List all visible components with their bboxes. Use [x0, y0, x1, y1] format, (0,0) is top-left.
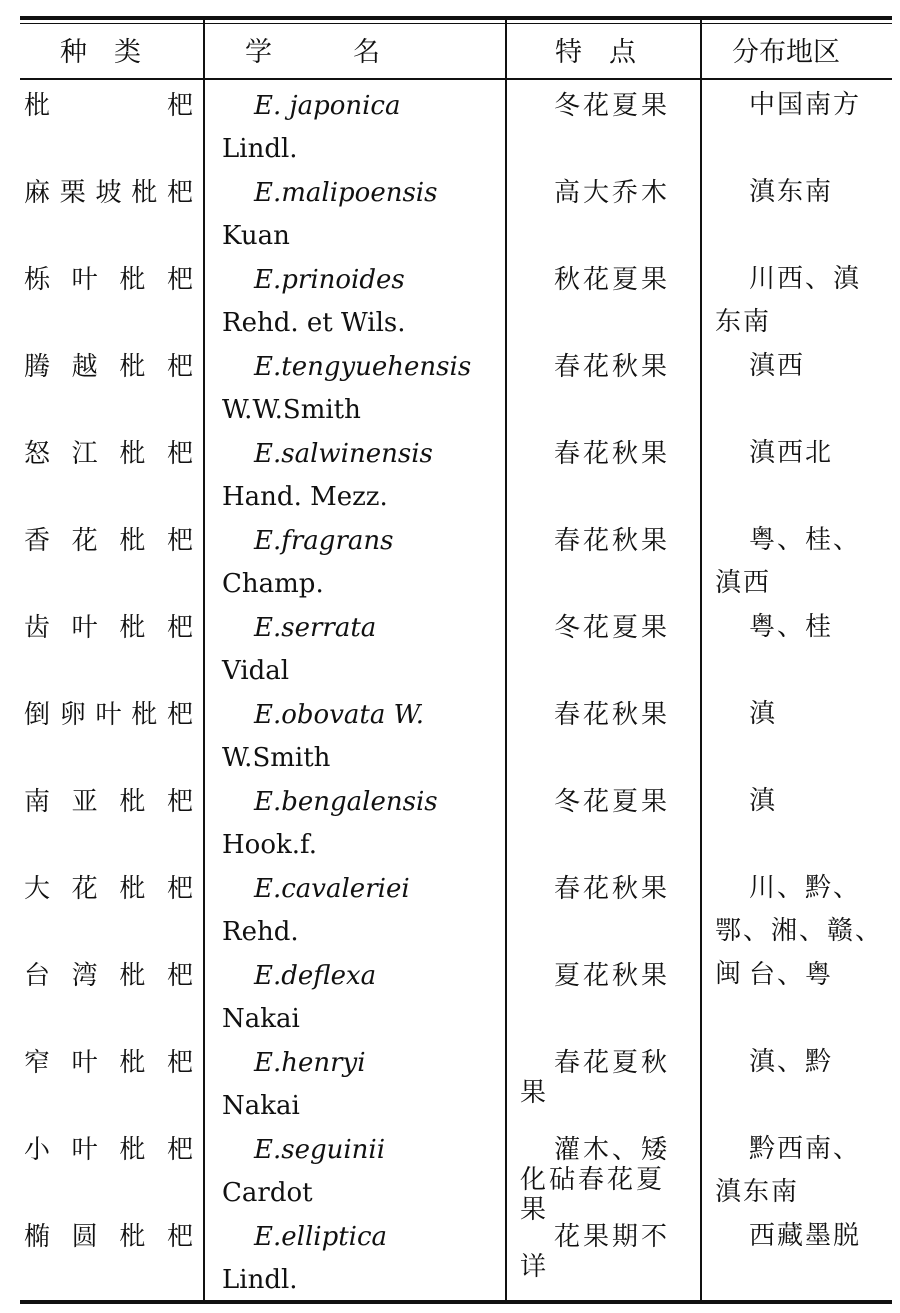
- header-scientific-name: 学 名: [245, 36, 380, 68]
- species-name: 香花枇杷: [24, 526, 194, 556]
- species-name: 麻栗坡枇杷: [24, 178, 194, 208]
- distribution-cell: 滇、黔: [749, 1047, 834, 1077]
- latin-name: E.deflexa: [254, 961, 377, 991]
- feature-cell: 春花夏秋果: [520, 1048, 671, 1108]
- species-name: 南亚枇杷: [24, 787, 194, 817]
- author-name: Cardot: [222, 1178, 313, 1208]
- latin-name: E.bengalensis: [254, 787, 438, 817]
- latin-name: E.seguinii: [254, 1135, 386, 1165]
- table-row: [0, 952, 900, 1039]
- bottom-rule: [20, 1300, 892, 1304]
- distribution-cell: 滇: [749, 699, 778, 729]
- table-row: [0, 1213, 900, 1300]
- table-row: [0, 1039, 900, 1126]
- author-name: Vidal: [222, 656, 290, 686]
- author-name: Lindl.: [222, 1265, 298, 1295]
- species-name: 怒江枇杷: [24, 439, 194, 469]
- table-row: [0, 691, 900, 778]
- author-name: Rehd. et Wils.: [222, 308, 406, 338]
- species-name: 栎叶枇杷: [24, 265, 194, 295]
- latin-name: E.tengyuehensis: [254, 352, 472, 382]
- author-name: Kuan: [222, 221, 290, 251]
- author-name: W.W.Smith: [222, 395, 361, 425]
- species-name: 窄叶枇杷: [24, 1048, 194, 1078]
- distribution-cell: 川西、滇东南: [715, 264, 862, 337]
- feature-cell: 春花秋果: [554, 439, 671, 469]
- table-row: [0, 604, 900, 691]
- latin-name: E.serrata: [254, 613, 377, 643]
- latin-name: E.malipoensis: [254, 178, 438, 208]
- species-name: 大花枇杷: [24, 874, 194, 904]
- feature-cell: 春花秋果: [554, 874, 671, 904]
- distribution-cell: 粤、桂: [749, 612, 834, 642]
- feature-cell: 秋花夏果: [554, 265, 671, 295]
- distribution-cell: 滇西: [749, 351, 806, 381]
- distribution-cell: 西藏墨脱: [749, 1221, 862, 1251]
- species-name: 小叶枇杷: [24, 1135, 194, 1165]
- latin-name: E.fragrans: [254, 526, 394, 556]
- species-name: 椭圆枇杷: [24, 1222, 194, 1252]
- species-name: 台湾枇杷: [24, 961, 194, 991]
- feature-cell: 春花秋果: [554, 700, 671, 730]
- author-name: Rehd.: [222, 917, 299, 947]
- species-name: 腾越枇杷: [24, 352, 194, 382]
- author-name: Nakai: [222, 1004, 300, 1034]
- species-name: 倒卵叶枇杷: [24, 700, 194, 730]
- table-row: [0, 256, 900, 343]
- table-row: [0, 778, 900, 865]
- distribution-cell: 中国南方: [749, 90, 862, 120]
- author-name: Champ.: [222, 569, 324, 599]
- table-row: [0, 343, 900, 430]
- author-name: W.Smith: [222, 743, 331, 773]
- distribution-cell: 台、粤: [749, 960, 834, 990]
- distribution-cell: 滇东南: [749, 177, 834, 207]
- latin-name: E.salwinensis: [254, 439, 433, 469]
- feature-cell: 春花秋果: [554, 352, 671, 382]
- latin-name: E.henryi: [254, 1048, 366, 1078]
- feature-cell: 春花秋果: [554, 526, 671, 556]
- author-name: Hook.f.: [222, 830, 317, 860]
- distribution-cell: 粤、桂、滇西: [715, 525, 862, 598]
- distribution-cell: 川、黔、鄂、湘、赣、闽: [715, 873, 884, 989]
- feature-cell: 灌木、矮化砧春花夏果: [520, 1135, 671, 1225]
- table-row: [0, 82, 900, 169]
- table-row: [0, 517, 900, 604]
- table-row: [0, 169, 900, 256]
- table-row: [0, 1126, 900, 1225]
- latin-name: E.cavaleriei: [254, 874, 410, 904]
- author-name: Nakai: [222, 1091, 300, 1121]
- feature-cell: 高大乔木: [554, 178, 671, 208]
- header-feature: 特 点: [555, 36, 636, 68]
- header-distribution: 分布地区: [732, 36, 840, 68]
- latin-name: E.obovata W.: [254, 700, 425, 730]
- header-species: 种 类: [60, 36, 141, 68]
- author-name: Lindl.: [222, 134, 298, 164]
- species-name: 齿叶枇杷: [24, 613, 194, 643]
- distribution-cell: 黔西南、滇东南: [715, 1134, 862, 1207]
- feature-cell: 冬花夏果: [554, 91, 671, 121]
- table-row: [0, 430, 900, 517]
- latin-name: E.elliptica: [254, 1222, 388, 1252]
- latin-name: E. japonica: [254, 91, 401, 121]
- author-name: Hand. Mezz.: [222, 482, 388, 512]
- feature-cell: 冬花夏果: [554, 613, 671, 643]
- header-rule: [20, 78, 892, 80]
- feature-cell: 冬花夏果: [554, 787, 671, 817]
- distribution-cell: 滇: [749, 786, 778, 816]
- species-name: 枇 杷: [24, 91, 194, 121]
- distribution-cell: 滇西北: [749, 438, 834, 468]
- feature-cell: 夏花秋果: [554, 961, 671, 991]
- latin-name: E.prinoides: [254, 265, 405, 295]
- feature-cell: 花果期不详: [520, 1222, 671, 1282]
